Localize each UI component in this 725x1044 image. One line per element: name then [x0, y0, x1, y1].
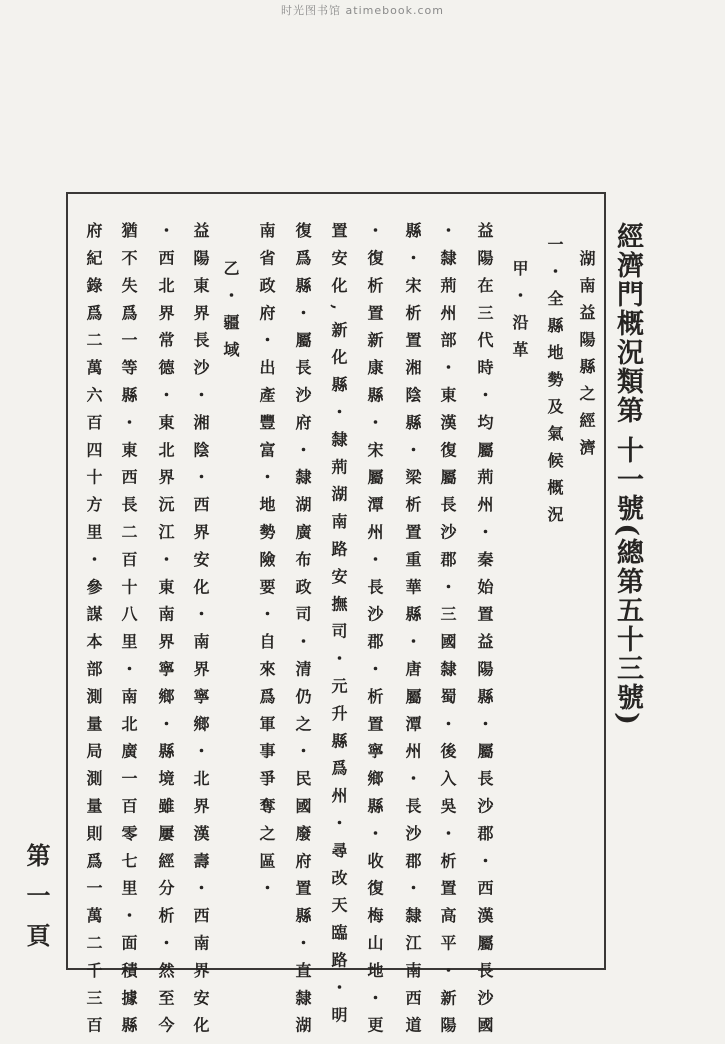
paragraph-line: 置安化,新化縣・隸荊湖南路安撫司・元升縣爲州・尋改天臨路・明	[329, 222, 348, 1034]
paragraph-line: ・隸荊州部・東漢復屬長沙郡・三國隸蜀・後入吳・析置高平・新陽	[438, 222, 457, 1044]
paragraph-line: 縣・宋析置湘陰縣・梁析置重華縣・唐屬潭州・長沙郡・隸江南西道	[403, 222, 422, 1044]
paragraph-line: ・復析置新康縣・宋屬潭州・長沙郡・析置寧鄉縣・收復梅山地・更	[365, 222, 384, 1044]
article-title: 湖南益陽縣之經濟	[577, 250, 596, 466]
paragraph-line: 益陽在三代時・均屬荊州・秦始置益陽縣・屬長沙郡・西漢屬長沙國	[475, 222, 494, 1044]
section-heading: 一・全縣地勢及氣候概況	[545, 236, 564, 533]
paragraph-line: 南省政府・出產豐富・地勢險要・自來爲軍事爭奪之區・	[257, 222, 276, 907]
paragraph-line: 猶不失爲一等縣・東西長二百十八里・南北廣一百零七里・面積據縣	[119, 222, 138, 1044]
subsection-heading: 乙・疆域	[221, 260, 240, 368]
watermark: 时光图书馆 atimebook.com	[281, 4, 444, 17]
page-number: 第一頁	[22, 843, 51, 963]
paragraph-line: 益陽東界長沙・湘陰・西界安化・南界寧鄉・北界漢壽・西南界安化	[191, 222, 210, 1044]
paragraph-line: ・西北界常德・東北界沅江・東南界寧鄉・縣境雖屢經分析・然至今	[156, 222, 175, 1044]
paragraph-line: 復爲縣・屬長沙府・隸湖廣布政司・清仍之・民國廢府置縣・直隸湖	[293, 222, 312, 1044]
subsection-heading: 甲・沿革	[510, 260, 529, 368]
paragraph-line: 府紀錄爲二萬六百四十方里・參謀本部測量局測量則爲一萬二千三百	[84, 222, 103, 1044]
masthead-title: 經濟門概況類第 十一號(總第五十三號)	[612, 222, 643, 727]
